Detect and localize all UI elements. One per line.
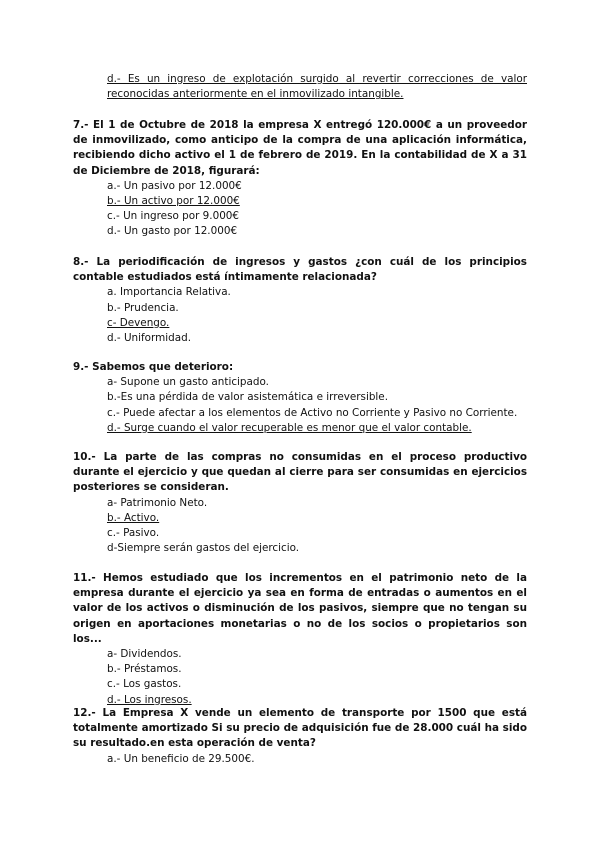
question-11-option-a: a- Dividendos. bbox=[107, 648, 182, 661]
question-12-text: 12.- La Empresa X vende un elemento de transporte por 1500 que está totalmente amortizado Si su precio de adquisición fue de 28.000 cuál ha sido su resultado.en esta operación de venta? bbox=[73, 707, 527, 750]
question-10-option-b: b.- Activo. bbox=[107, 511, 160, 524]
question-8-text: 8.- La periodificación de ingresos y gastos ¿con cuál de los principios contable estudiados está íntimamente relacionada? bbox=[73, 256, 527, 284]
question-12 bbox=[0, 706, 600, 767]
question-10 bbox=[0, 450, 600, 556]
question-12-option-a: a.- Un beneficio de 29.500€. bbox=[107, 752, 255, 765]
question-10-option-a: a- Patrimonio Neto. bbox=[107, 496, 208, 509]
question-8-option-d: d.- Uniformidad. bbox=[107, 332, 192, 345]
question-7-option-a: a.- Un pasivo por 12.000€ bbox=[107, 179, 242, 192]
question-8 bbox=[0, 255, 600, 346]
question-11-option-d: d.- Los ingresos. bbox=[107, 693, 192, 706]
question-11-option-b: b.- Préstamos. bbox=[107, 663, 182, 676]
question-11-text: 11.- Hemos estudiado que los incrementos en el patrimonio neto de la empresa durante el ejercicio ya sea en forma de entradas o aumentos en el valor de los activos o disminución de los pasivos, siempre que no tengan su origen en aportaciones monetarias o no de los socios o propietarios son los... bbox=[73, 572, 527, 645]
question-10-option-c: c.- Pasivo. bbox=[107, 527, 160, 540]
question-7-option-b: b.- Un activo por 12.000€ bbox=[107, 195, 240, 208]
question-9 bbox=[0, 360, 600, 436]
question-10-text: 10.- La parte de las compras no consumidas en el proceso productivo durante el ejercicio y que quedan al cierre para ser consumidas en ejercicios posteriores se consideran. bbox=[73, 451, 527, 494]
question-10-option-d: d-Siempre serán gastos del ejercicio. bbox=[107, 542, 300, 555]
question-9-option-c: c.- Puede afectar a los elementos de Activo no Corriente y Pasivo no Corriente. bbox=[107, 406, 518, 419]
question-11 bbox=[0, 571, 600, 708]
question-11-option-c: c.- Los gastos. bbox=[107, 678, 182, 691]
question-8-option-b: b.- Prudencia. bbox=[107, 301, 179, 314]
lead-option-block bbox=[0, 72, 600, 102]
question-9-option-a: a- Supone un gasto anticipado. bbox=[107, 376, 269, 389]
question-7-text: 7.- El 1 de Octubre de 2018 la empresa X entregó 120.000€ a un proveedor de inmovilizado, como anticipo de la compra de una aplicación informática, recibiendo dicho activo el 1 de febrero de 2019. En la contabilidad de X a 31 de Diciembre de 2018, figurará: bbox=[73, 119, 527, 177]
question-7-option-d: d.- Un gasto por 12.000€ bbox=[107, 225, 238, 238]
question-7 bbox=[0, 118, 600, 240]
question-9-option-b: b.-Es una pérdida de valor asistemática e irreversible. bbox=[107, 391, 389, 404]
question-9-option-d: d.- Surge cuando el valor recuperable es menor que el valor contable. bbox=[107, 421, 472, 434]
question-8-option-c: c- Devengo. bbox=[107, 316, 170, 329]
question-9-text: 9.- Sabemos que deterioro: bbox=[73, 361, 234, 373]
question-8-option-a: a. Importancia Relativa. bbox=[107, 286, 231, 299]
question-7-option-c: c.- Un ingreso por 9.000€ bbox=[107, 210, 240, 223]
lead-option: d.- Es un ingreso de explotación surgido al revertir correcciones de valor reconocidas anteriormente en el inmovilizado intangible. bbox=[107, 73, 527, 101]
